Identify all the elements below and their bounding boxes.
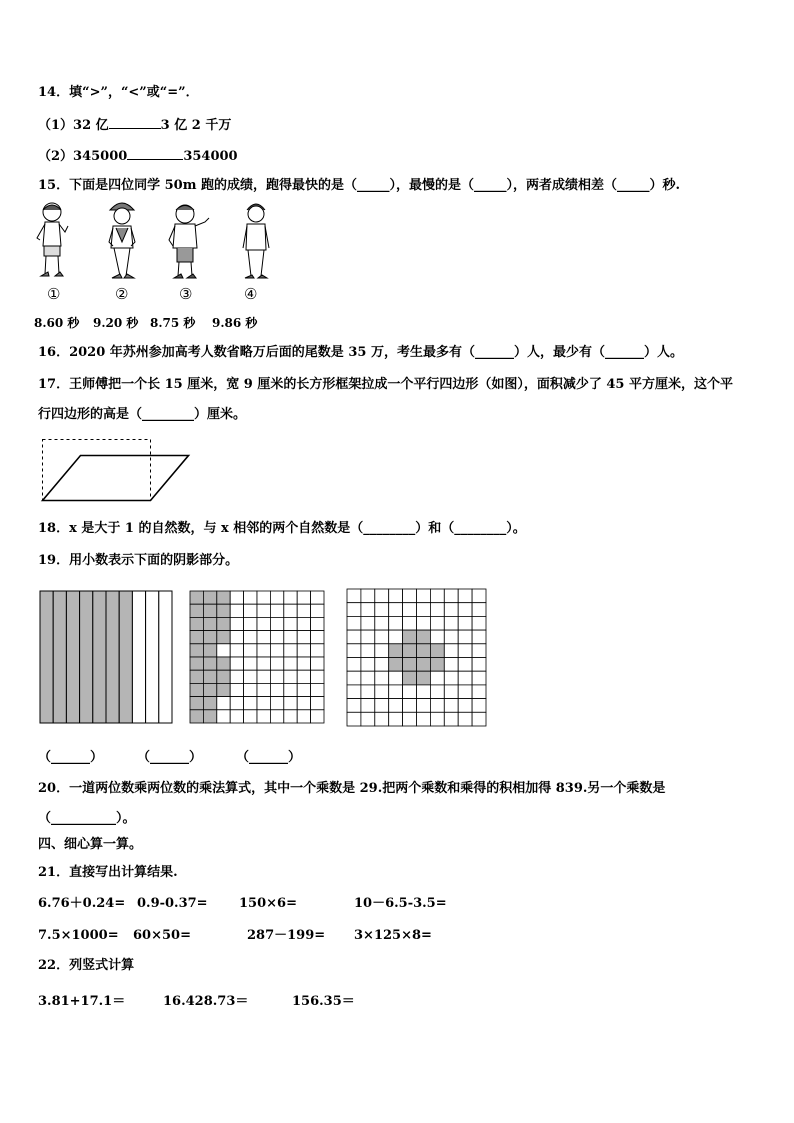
fig1-strip (53, 591, 66, 723)
fig3-cell (403, 589, 417, 603)
q21-item-6: 60×50= (133, 928, 191, 943)
fig3-cell (417, 630, 431, 644)
fig2-cell (190, 657, 203, 670)
fig2-cell (203, 697, 216, 710)
fig3-cell (458, 712, 472, 726)
fig3-cell (361, 644, 375, 658)
q21-item-8: 3×125×8= (354, 928, 432, 943)
fig3-cell (430, 630, 444, 644)
fig3-cell (472, 658, 486, 672)
fig1-strip (132, 591, 145, 723)
fig2-cell (284, 591, 297, 604)
fig2-cell (311, 591, 324, 604)
fig3-cell (458, 589, 472, 603)
fig3-cell (472, 603, 486, 617)
q22-stem: 22．列竖式计算 (38, 958, 135, 973)
fig2-cell (284, 631, 297, 644)
fig2-cell (244, 617, 257, 630)
fig2-grid-model (189, 590, 325, 724)
fig2-cell (230, 697, 243, 710)
student-2-illustration (100, 198, 144, 284)
fig2-cell (270, 604, 283, 617)
fig3-cell (375, 658, 389, 672)
fig1-strip (159, 591, 172, 723)
fig2-cell (257, 670, 270, 683)
fig2-cell (190, 631, 203, 644)
fig1-strip (40, 591, 53, 723)
fig2-cell (270, 617, 283, 630)
fig3-cell (430, 658, 444, 672)
fig2-cell (257, 591, 270, 604)
fig2-cell (203, 591, 216, 604)
fig2-cell (284, 644, 297, 657)
fig3-cell (444, 644, 458, 658)
fig3-cell (458, 699, 472, 713)
fig2-cell (284, 697, 297, 710)
fig2-cell (203, 617, 216, 630)
original-rectangle-dashed (43, 440, 151, 501)
student-4-time: 9.86 秒 (212, 316, 258, 330)
q22-item-3: 156.35＝ (292, 994, 355, 1009)
fig2-cell (203, 604, 216, 617)
fig3-cell (361, 685, 375, 699)
fig3-cell (444, 603, 458, 617)
parallelogram-figure (36, 436, 196, 506)
fig3-cell (458, 616, 472, 630)
q15-stem: 15．下面是四位同学 50m 跑的成绩，跑得最快的是（_____），最慢的是（_____），两者成绩相差（_____）秒. (38, 178, 681, 193)
fig3-cell (361, 616, 375, 630)
fig3-grid-model (346, 588, 487, 727)
fig2-cell (284, 670, 297, 683)
fig2-cell (230, 631, 243, 644)
fig3-cell (375, 671, 389, 685)
fig3-cell (444, 616, 458, 630)
fig2-cell (270, 710, 283, 723)
fig1-strip (93, 591, 106, 723)
q18-stem: 18．x 是大于 1 的自然数，与 x 相邻的两个自然数是（________）和（________）。 (38, 521, 526, 536)
fig2-cell (244, 697, 257, 710)
student-2-label: ② (115, 285, 129, 303)
fig3-cell (375, 616, 389, 630)
fig3-cell (347, 685, 361, 699)
fig3-cell (472, 671, 486, 685)
fig2-cell (217, 697, 230, 710)
fig2-cell (257, 683, 270, 696)
fig2-cell (217, 631, 230, 644)
q17-line2: 行四边形的高是（________）厘米。 (38, 407, 247, 422)
fig3-cell (389, 616, 403, 630)
fig3-cell (403, 699, 417, 713)
q20-line2: （__________）。 (38, 811, 136, 826)
fig2-cell (203, 644, 216, 657)
fig3-cell (403, 630, 417, 644)
fig2-cell (311, 631, 324, 644)
fig2-cell (257, 604, 270, 617)
fig2-cell (270, 657, 283, 670)
q21-item-1: 6.76＋0.24= (38, 896, 126, 911)
fig1-strip (66, 591, 79, 723)
student-4-label: ④ (244, 285, 258, 303)
fig3-cell (347, 603, 361, 617)
fig2-cell (311, 710, 324, 723)
fig2-cell (270, 591, 283, 604)
fig3-cell (472, 630, 486, 644)
fig2-cell (244, 644, 257, 657)
q20-line1: 20．一道两位数乘两位数的乘法算式，其中一个乘数是 29.把两个乘数和乘得的积相加得 839.另一个乘数是 (38, 781, 666, 796)
fig2-cell (257, 617, 270, 630)
fig3-cell (347, 589, 361, 603)
fig2-cell (270, 697, 283, 710)
student-2-time: 9.20 秒 (93, 316, 139, 330)
fig3-cell (430, 589, 444, 603)
q14-part1-left: （1）32 亿 (38, 118, 109, 133)
student-4-illustration (234, 198, 278, 284)
fig3-cell (347, 712, 361, 726)
fig3-cell (472, 685, 486, 699)
fig3-cell (444, 712, 458, 726)
fig2-cell (311, 604, 324, 617)
fig2-cell (284, 657, 297, 670)
fig3-cell (472, 589, 486, 603)
q14-part1 (38, 116, 231, 134)
fig2-cell (257, 644, 270, 657)
fig3-cell (389, 630, 403, 644)
fig2-cell (230, 617, 243, 630)
q14-part2 (38, 147, 238, 165)
q14-stem: 14．填“>”，“<”或“=”． (38, 85, 199, 100)
fig3-cell (375, 699, 389, 713)
fig3-cell (444, 658, 458, 672)
fig2-cell (244, 631, 257, 644)
fig3-cell (430, 699, 444, 713)
fig3-cell (347, 658, 361, 672)
fig2-cell (230, 683, 243, 696)
fig3-cell (417, 685, 431, 699)
fig2-cell (217, 604, 230, 617)
fig3-cell (472, 699, 486, 713)
student-1-label: ① (47, 285, 61, 303)
fig3-cell (417, 603, 431, 617)
fig3-cell (375, 630, 389, 644)
fig3-cell (389, 699, 403, 713)
fig2-cell (230, 644, 243, 657)
fig2-cell (203, 710, 216, 723)
fig2-cell (217, 657, 230, 670)
fig3-cell (444, 630, 458, 644)
fig2-cell (230, 591, 243, 604)
fig2-cell (244, 683, 257, 696)
fig3-cell (458, 685, 472, 699)
fig3-cell (389, 712, 403, 726)
fig3-cell (375, 589, 389, 603)
fig2-cell (203, 670, 216, 683)
fig2-cell (297, 644, 310, 657)
fig2-cell (190, 617, 203, 630)
fig3-cell (375, 685, 389, 699)
fig3-cell (403, 616, 417, 630)
fig3-cell (458, 603, 472, 617)
student-3-illustration (163, 198, 213, 284)
fig3-cell (347, 699, 361, 713)
fig2-cell (311, 670, 324, 683)
fig2-cell (297, 710, 310, 723)
fig3-cell (430, 644, 444, 658)
q14-part1-right: 3 亿 2 千万 (160, 118, 232, 133)
fig2-cell (257, 631, 270, 644)
fig1-strip (119, 591, 132, 723)
fig3-cell (458, 644, 472, 658)
q19-answer-3[interactable]: （______） (236, 750, 302, 765)
fig2-cell (190, 697, 203, 710)
fig3-cell (347, 671, 361, 685)
fig3-cell (458, 671, 472, 685)
fig2-cell (284, 617, 297, 630)
fig3-cell (444, 685, 458, 699)
fig2-cell (190, 604, 203, 617)
fig3-cell (403, 658, 417, 672)
fig2-cell (244, 591, 257, 604)
q19-stem: 19．用小数表示下面的阴影部分。 (38, 553, 239, 568)
fig2-cell (311, 683, 324, 696)
section-4-title: 四、细心算一算。 (38, 837, 143, 852)
fig3-cell (389, 671, 403, 685)
q17-line1: 17．王师傅把一个长 15 厘米，宽 9 厘米的长方形框架拉成一个平行四边形（如图），面积减少了 45 平方厘米，这个平 (38, 377, 733, 392)
fig2-cell (311, 644, 324, 657)
fig2-cell (190, 683, 203, 696)
q19-answer-1[interactable]: （______） (38, 750, 104, 765)
fig3-cell (472, 644, 486, 658)
fig2-cell (270, 644, 283, 657)
fig3-cell (361, 699, 375, 713)
fig3-cell (361, 603, 375, 617)
fig3-cell (458, 658, 472, 672)
fig3-cell (347, 616, 361, 630)
fig2-cell (244, 657, 257, 670)
fig3-cell (361, 671, 375, 685)
fig3-cell (472, 712, 486, 726)
fig3-cell (375, 712, 389, 726)
fig2-cell (190, 710, 203, 723)
q21-item-7: 287－199= (247, 928, 326, 943)
student-1-time: 8.60 秒 (34, 316, 80, 330)
fig3-cell (361, 589, 375, 603)
fig2-cell (203, 657, 216, 670)
fig3-cell (444, 671, 458, 685)
q22-item-2: 16.428.73＝ (163, 994, 249, 1009)
q14-part2-blank[interactable] (127, 147, 183, 160)
fig2-cell (297, 657, 310, 670)
fig2-cell (284, 604, 297, 617)
fig2-cell (230, 604, 243, 617)
student-3-time: 8.75 秒 (150, 316, 196, 330)
fig3-cell (403, 603, 417, 617)
fig3-cell (347, 630, 361, 644)
fig3-cell (417, 699, 431, 713)
fig2-cell (244, 710, 257, 723)
q21-item-4: 10－6.5-3.5= (354, 896, 447, 911)
fig3-cell (417, 658, 431, 672)
fig2-cell (217, 591, 230, 604)
fig2-cell (297, 617, 310, 630)
fig3-cell (417, 589, 431, 603)
q19-answer-2[interactable]: （______） (137, 750, 203, 765)
fig2-cell (297, 670, 310, 683)
q21-item-3: 150×6= (239, 896, 297, 911)
fig1-strip (146, 591, 159, 723)
fig2-cell (270, 683, 283, 696)
fig2-cell (230, 670, 243, 683)
q14-part2-left: （2）345000 (38, 149, 128, 164)
fig2-cell (190, 670, 203, 683)
fig2-cell (257, 657, 270, 670)
fig3-cell (458, 630, 472, 644)
fig2-cell (284, 710, 297, 723)
fig2-cell (297, 631, 310, 644)
fig3-cell (417, 712, 431, 726)
fig2-cell (217, 710, 230, 723)
fig2-cell (244, 670, 257, 683)
fig2-cell (190, 591, 203, 604)
fig3-cell (347, 644, 361, 658)
fig3-cell (444, 589, 458, 603)
fig3-cell (389, 589, 403, 603)
q14-part1-blank[interactable] (109, 116, 161, 129)
fig3-cell (430, 616, 444, 630)
fig3-cell (403, 712, 417, 726)
fig2-cell (311, 697, 324, 710)
fig2-cell (297, 683, 310, 696)
fig2-cell (203, 683, 216, 696)
fig3-cell (430, 712, 444, 726)
q14-part2-right: 354000 (183, 149, 238, 164)
fig2-cell (270, 670, 283, 683)
fig2-cell (297, 591, 310, 604)
fig3-cell (403, 644, 417, 658)
fig2-cell (257, 697, 270, 710)
fig3-cell (417, 671, 431, 685)
q21-stem: 21．直接写出计算结果. (38, 865, 178, 880)
fig3-cell (430, 685, 444, 699)
fig2-cell (217, 670, 230, 683)
fig2-cell (203, 631, 216, 644)
fig2-cell (311, 657, 324, 670)
fig3-cell (403, 685, 417, 699)
fig3-cell (375, 644, 389, 658)
fig2-cell (311, 617, 324, 630)
fig3-cell (375, 603, 389, 617)
fig3-cell (417, 616, 431, 630)
fig3-cell (430, 603, 444, 617)
fig2-cell (190, 644, 203, 657)
fig2-cell (270, 631, 283, 644)
fig1-strip (106, 591, 119, 723)
fig1-strip (80, 591, 93, 723)
fig3-cell (361, 712, 375, 726)
fig2-cell (297, 697, 310, 710)
fig2-cell (244, 604, 257, 617)
fig2-cell (217, 683, 230, 696)
fig3-cell (361, 658, 375, 672)
fig2-cell (230, 710, 243, 723)
fig2-cell (284, 683, 297, 696)
fig3-cell (389, 603, 403, 617)
student-3-label: ③ (179, 285, 193, 303)
fig3-cell (444, 699, 458, 713)
q22-item-1: 3.81+17.1＝ (38, 994, 126, 1009)
fig2-cell (297, 604, 310, 617)
fig2-cell (217, 644, 230, 657)
fig3-cell (472, 616, 486, 630)
fig3-cell (430, 671, 444, 685)
fig3-cell (389, 685, 403, 699)
fig2-cell (257, 710, 270, 723)
q21-item-5: 7.5×1000= (38, 928, 119, 943)
fig2-cell (217, 617, 230, 630)
fig3-cell (403, 671, 417, 685)
parallelogram-shape (43, 456, 189, 501)
fig2-cell (230, 657, 243, 670)
student-1-illustration (30, 198, 74, 284)
fig3-cell (361, 630, 375, 644)
q16-stem: 16．2020 年苏州参加高考人数省略万后面的尾数是 35 万，考生最多有（______）人，最少有（______）人。 (38, 345, 683, 360)
fig3-cell (417, 644, 431, 658)
q21-item-2: 0.9-0.37= (137, 896, 208, 911)
fig1-column-model (39, 590, 173, 724)
fig3-cell (389, 644, 403, 658)
fig3-cell (389, 658, 403, 672)
